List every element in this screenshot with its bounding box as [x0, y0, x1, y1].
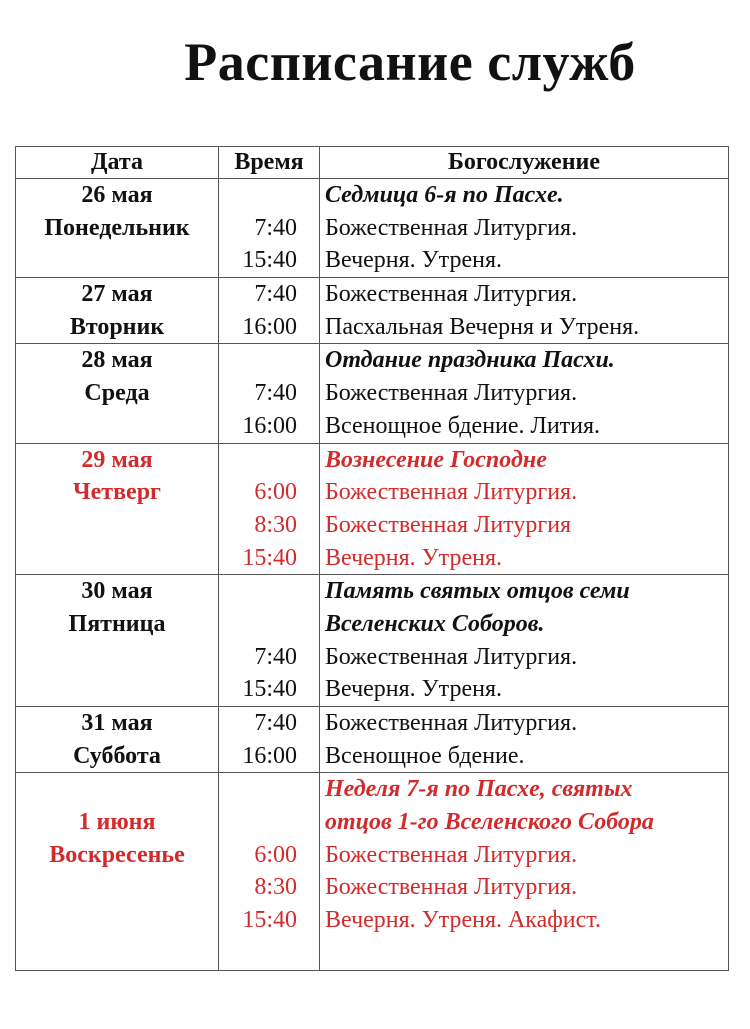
- date-line: Вторник: [69, 313, 165, 340]
- service-name: Всенощное бдение. Лития.: [325, 412, 601, 439]
- time-cell: [219, 575, 320, 707]
- time-value: 7:40: [254, 380, 297, 407]
- date-line: 27 мая: [81, 281, 153, 308]
- service-name: Вечерня. Утреня. Акафист.: [325, 907, 601, 934]
- date-cell: [16, 278, 219, 344]
- time-value: [219, 444, 319, 477]
- time-cell: [219, 179, 320, 278]
- time-value: 7:40: [254, 214, 297, 241]
- time-value: [219, 773, 319, 806]
- time-value: 7:40: [254, 710, 297, 736]
- time-value: 15:40: [242, 544, 297, 571]
- day-row: [16, 443, 729, 575]
- header-row: [16, 147, 729, 179]
- schedule-table: [15, 146, 729, 971]
- day-row: [16, 575, 729, 707]
- date-line: [16, 410, 218, 443]
- date-line: 1 июня: [78, 809, 156, 836]
- time-value: 15:40: [242, 676, 297, 703]
- time-value: 16:00: [242, 742, 297, 769]
- service-name: Вечерня. Утреня.: [325, 247, 502, 274]
- service-cell: [320, 278, 729, 344]
- date-line: Суббота: [73, 742, 161, 769]
- date-line: Пятница: [68, 610, 166, 637]
- service-name: [320, 937, 728, 970]
- time-value: [219, 344, 319, 377]
- date-line: 30 мая: [81, 578, 153, 605]
- time-cell: [219, 773, 320, 970]
- feast-title: Седмица 6-я по Пасхе.: [325, 182, 564, 208]
- time-value: 8:30: [254, 511, 297, 538]
- service-name: Божественная Литургия.: [325, 874, 578, 901]
- date-line: 28 мая: [81, 347, 153, 374]
- service-name: Вечерня. Утреня.: [325, 676, 502, 703]
- time-value: 7:40: [254, 643, 297, 670]
- time-value: [219, 937, 319, 970]
- date-line: [16, 673, 218, 706]
- feast-title: Вознесение Господне: [325, 446, 547, 473]
- time-cell: [219, 707, 320, 773]
- time-value: 7:40: [254, 281, 297, 308]
- date-line: [16, 509, 218, 542]
- date-line: [16, 641, 218, 674]
- time-value: 8:30: [254, 874, 297, 901]
- header-time: Время: [219, 147, 320, 179]
- service-cell: [320, 179, 729, 278]
- feast-title: Неделя 7-я по Пасхе, святых: [325, 776, 633, 803]
- service-name: Божественная Литургия.: [325, 643, 578, 670]
- service-cell: [320, 575, 729, 707]
- date-line: [16, 937, 218, 970]
- time-cell: [219, 344, 320, 443]
- date-cell: [16, 179, 219, 278]
- date-line: Воскресенье: [49, 841, 185, 868]
- service-name: Божественная Литургия.: [325, 710, 578, 736]
- date-line: Среда: [84, 380, 150, 407]
- date-line: 29 мая: [81, 446, 153, 473]
- date-line: Понедельник: [44, 214, 190, 241]
- time-value: 6:00: [254, 479, 297, 506]
- time-value: [219, 806, 319, 839]
- time-value: [219, 575, 319, 608]
- service-name: Божественная Литургия.: [325, 281, 578, 308]
- date-cell: [16, 344, 219, 443]
- day-row: [16, 344, 729, 443]
- date-line: [16, 871, 218, 904]
- page-title: Расписание служб: [184, 32, 636, 92]
- header-service: Богослужение: [320, 147, 729, 179]
- date-cell: [16, 773, 219, 970]
- service-name: Божественная Литургия.: [325, 841, 578, 868]
- feast-title: Отдание праздника Пасхи.: [325, 347, 615, 374]
- day-row: [16, 707, 729, 773]
- day-row: [16, 179, 729, 278]
- service-name: Божественная Литургия.: [325, 479, 578, 506]
- service-cell: [320, 773, 729, 970]
- time-value: 16:00: [242, 313, 297, 340]
- service-cell: [320, 707, 729, 773]
- date-line: [16, 773, 218, 806]
- service-name: Божественная Литургия.: [325, 214, 578, 241]
- date-cell: [16, 575, 219, 707]
- time-cell: [219, 443, 320, 575]
- date-line: [16, 904, 218, 937]
- day-row: [16, 278, 729, 344]
- date-line: 26 мая: [81, 182, 153, 208]
- time-value: 15:40: [242, 907, 297, 934]
- time-value: 16:00: [242, 412, 297, 439]
- service-name: Божественная Литургия.: [325, 380, 578, 407]
- feast-title: отцов 1-го Вселенского Собора: [325, 809, 654, 836]
- service-name: Пасхальная Вечерня и Утреня.: [325, 313, 640, 340]
- date-line: Четверг: [73, 479, 161, 506]
- feast-title: Память святых отцов семи: [325, 578, 630, 605]
- date-cell: [16, 707, 219, 773]
- time-value: [219, 608, 319, 641]
- time-value: 6:00: [254, 841, 297, 868]
- service-cell: [320, 344, 729, 443]
- date-line: [16, 244, 218, 277]
- date-line: [16, 542, 218, 575]
- service-name: Всенощное бдение.: [325, 742, 525, 769]
- header-date: Дата: [16, 147, 219, 179]
- feast-title: Вселенских Соборов.: [325, 610, 545, 637]
- service-name: Божественная Литургия: [325, 511, 572, 538]
- service-cell: [320, 443, 729, 575]
- time-cell: [219, 278, 320, 344]
- time-value: 15:40: [242, 247, 297, 274]
- time-value: [219, 179, 319, 212]
- day-row: [16, 773, 729, 970]
- date-cell: [16, 443, 219, 575]
- service-name: Вечерня. Утреня.: [325, 544, 502, 571]
- date-line: 31 мая: [81, 710, 153, 736]
